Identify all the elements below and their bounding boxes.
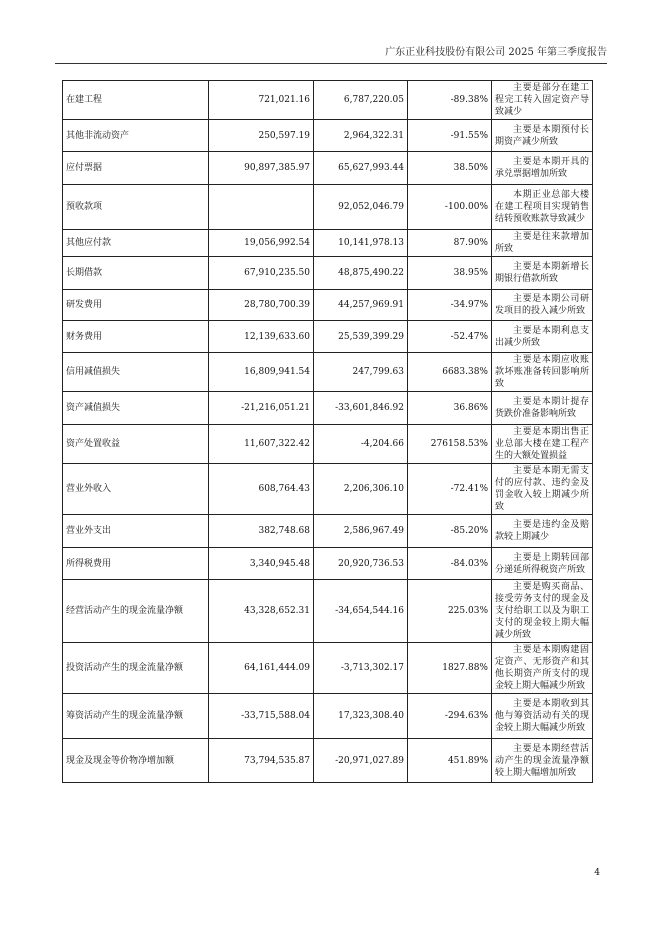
row-item-name: 财务费用 bbox=[63, 321, 209, 353]
row-change-reason: 主要是购买商品、接受劳务支付的现金及支付给职工以及为职工支付的现金较上期大幅减少所致 bbox=[492, 580, 593, 643]
row-change-reason: 主要是本期新增长期银行借款所致 bbox=[492, 257, 593, 290]
row-prior-value: 92,052,046.79 bbox=[314, 185, 408, 230]
row-current-value: 67,910,235.50 bbox=[209, 257, 314, 290]
row-change-percent: 1827.88% bbox=[408, 643, 492, 694]
table-row bbox=[63, 257, 593, 290]
row-prior-value: -4,204.66 bbox=[314, 425, 408, 464]
row-change-percent: 6683.38% bbox=[408, 353, 492, 392]
row-current-value: 64,161,444.09 bbox=[209, 643, 314, 694]
table-row bbox=[63, 392, 593, 425]
row-item-name: 其他非流动资产 bbox=[63, 120, 209, 152]
row-item-name: 资产减值损失 bbox=[63, 392, 209, 425]
row-change-percent: -52.47% bbox=[408, 321, 492, 353]
row-prior-value: 2,586,967.49 bbox=[314, 515, 408, 548]
row-item-name: 长期借款 bbox=[63, 257, 209, 290]
row-change-reason: 主要是本期利息支出减少所致 bbox=[492, 321, 593, 353]
row-current-value: -33,715,588.04 bbox=[209, 694, 314, 739]
table-body bbox=[63, 81, 593, 783]
row-change-reason: 主要是本期购建固定资产、无形资产和其他长期资产所支付的现金较上期大幅减少所致 bbox=[492, 643, 593, 694]
row-item-name: 现金及现金等价物净增加额 bbox=[63, 739, 209, 783]
row-item-name: 信用减值损失 bbox=[63, 353, 209, 392]
row-prior-value: -3,713,302.17 bbox=[314, 643, 408, 694]
row-current-value: 608,764.43 bbox=[209, 464, 314, 515]
row-item-name: 营业外支出 bbox=[63, 515, 209, 548]
row-item-name: 应付票据 bbox=[63, 152, 209, 185]
row-item-name: 营业外收入 bbox=[63, 464, 209, 515]
report-header-title: 广东正业科技股份有限公司 2025 年第三季度报告 bbox=[385, 47, 607, 58]
row-item-name: 研发费用 bbox=[63, 290, 209, 321]
row-prior-value: 2,206,306.10 bbox=[314, 464, 408, 515]
row-change-reason: 主要是上期转回部分递延所得税资产所致 bbox=[492, 548, 593, 580]
row-item-name: 筹资活动产生的现金流量净额 bbox=[63, 694, 209, 739]
row-prior-value: 17,323,308.40 bbox=[314, 694, 408, 739]
row-change-percent: 87.90% bbox=[408, 230, 492, 257]
table-row bbox=[63, 464, 593, 515]
table-row bbox=[63, 515, 593, 548]
row-change-reason: 主要是本期计提存货跌价准备影响所致 bbox=[492, 392, 593, 425]
change-analysis-table bbox=[62, 80, 593, 783]
row-change-percent: -72.41% bbox=[408, 464, 492, 515]
row-change-reason: 主要是往来款增加所致 bbox=[492, 230, 593, 257]
row-change-reason: 主要是本期开具的承兑票据增加所致 bbox=[492, 152, 593, 185]
row-prior-value: 48,875,490.22 bbox=[314, 257, 408, 290]
row-change-reason: 主要是违约金及赔款较上期减少 bbox=[492, 515, 593, 548]
row-prior-value: 6,787,220.05 bbox=[314, 81, 408, 120]
row-change-reason: 主要是本期无需支付的应付款、违约金及罚金收入较上期减少所致 bbox=[492, 464, 593, 515]
row-change-reason: 主要是本期公司研发项目的投入减少所致 bbox=[492, 290, 593, 321]
row-change-percent: -85.20% bbox=[408, 515, 492, 548]
row-current-value: 90,897,385.97 bbox=[209, 152, 314, 185]
table-row bbox=[63, 290, 593, 321]
row-change-reason: 本期正业总部大楼在建工程项目实现销售结转预收账款导致减少 bbox=[492, 185, 593, 230]
row-prior-value: 20,920,736.53 bbox=[314, 548, 408, 580]
row-change-percent: 225.03% bbox=[408, 580, 492, 643]
row-prior-value: -34,654,544.16 bbox=[314, 580, 408, 643]
table-row bbox=[63, 81, 593, 120]
row-change-percent: 276158.53% bbox=[408, 425, 492, 464]
table-row bbox=[63, 643, 593, 694]
row-change-reason: 主要是本期预付长期资产减少所致 bbox=[492, 120, 593, 152]
table-row bbox=[63, 185, 593, 230]
table-row bbox=[63, 425, 593, 464]
row-change-percent: -100.00% bbox=[408, 185, 492, 230]
row-current-value: 19,056,992.54 bbox=[209, 230, 314, 257]
header-divider bbox=[55, 63, 607, 64]
row-change-percent: 38.95% bbox=[408, 257, 492, 290]
row-change-reason: 主要是部分在建工程完工转入固定资产导致减少 bbox=[492, 81, 593, 120]
table-row bbox=[63, 548, 593, 580]
table-row bbox=[63, 739, 593, 783]
row-change-percent: -89.38% bbox=[408, 81, 492, 120]
row-prior-value: 25,539,399.29 bbox=[314, 321, 408, 353]
row-change-reason: 主要是本期应收账款坏账准备转回影响所致 bbox=[492, 353, 593, 392]
row-item-name: 在建工程 bbox=[63, 81, 209, 120]
row-current-value: 12,139,633.60 bbox=[209, 321, 314, 353]
row-change-reason: 主要是本期收到其他与筹资活动有关的现金较上期大幅减少所致 bbox=[492, 694, 593, 739]
table-row bbox=[63, 694, 593, 739]
row-change-percent: -34.97% bbox=[408, 290, 492, 321]
row-item-name: 投资活动产生的现金流量净额 bbox=[63, 643, 209, 694]
page-number: 4 bbox=[594, 868, 600, 878]
row-current-value: 16,809,941.54 bbox=[209, 353, 314, 392]
row-prior-value: 44,257,969.91 bbox=[314, 290, 408, 321]
row-current-value: 721,021.16 bbox=[209, 81, 314, 120]
table-row bbox=[63, 353, 593, 392]
row-current-value: 43,328,652.31 bbox=[209, 580, 314, 643]
row-item-name: 资产处置收益 bbox=[63, 425, 209, 464]
row-change-percent: 38.50% bbox=[408, 152, 492, 185]
row-prior-value: 65,627,993.44 bbox=[314, 152, 408, 185]
row-item-name: 预收款项 bbox=[63, 185, 209, 230]
table-row bbox=[63, 230, 593, 257]
row-change-percent: 451.89% bbox=[408, 739, 492, 783]
row-item-name: 其他应付款 bbox=[63, 230, 209, 257]
row-current-value bbox=[209, 185, 314, 230]
table-row bbox=[63, 120, 593, 152]
row-prior-value: -20,971,027.89 bbox=[314, 739, 408, 783]
row-prior-value: -33,601,846.92 bbox=[314, 392, 408, 425]
table-row bbox=[63, 152, 593, 185]
row-prior-value: 10,141,978.13 bbox=[314, 230, 408, 257]
row-current-value: -21,216,051.21 bbox=[209, 392, 314, 425]
row-current-value: 3,340,945.48 bbox=[209, 548, 314, 580]
row-change-reason: 主要是本期出售正业总部大楼在建工程产生的大额处置损益 bbox=[492, 425, 593, 464]
row-current-value: 250,597.19 bbox=[209, 120, 314, 152]
row-item-name: 经营活动产生的现金流量净额 bbox=[63, 580, 209, 643]
table-row bbox=[63, 580, 593, 643]
row-current-value: 73,794,535.87 bbox=[209, 739, 314, 783]
row-current-value: 28,780,700.39 bbox=[209, 290, 314, 321]
row-change-percent: -294.63% bbox=[408, 694, 492, 739]
row-change-percent: -91.55% bbox=[408, 120, 492, 152]
table-row bbox=[63, 321, 593, 353]
row-change-reason: 主要是本期经营活动产生的现金流量净额较上期大幅增加所致 bbox=[492, 739, 593, 783]
row-current-value: 11,607,322.42 bbox=[209, 425, 314, 464]
row-current-value: 382,748.68 bbox=[209, 515, 314, 548]
row-item-name: 所得税费用 bbox=[63, 548, 209, 580]
row-change-percent: -84.03% bbox=[408, 548, 492, 580]
row-prior-value: 2,964,322.31 bbox=[314, 120, 408, 152]
row-prior-value: 247,799.63 bbox=[314, 353, 408, 392]
row-change-percent: 36.86% bbox=[408, 392, 492, 425]
